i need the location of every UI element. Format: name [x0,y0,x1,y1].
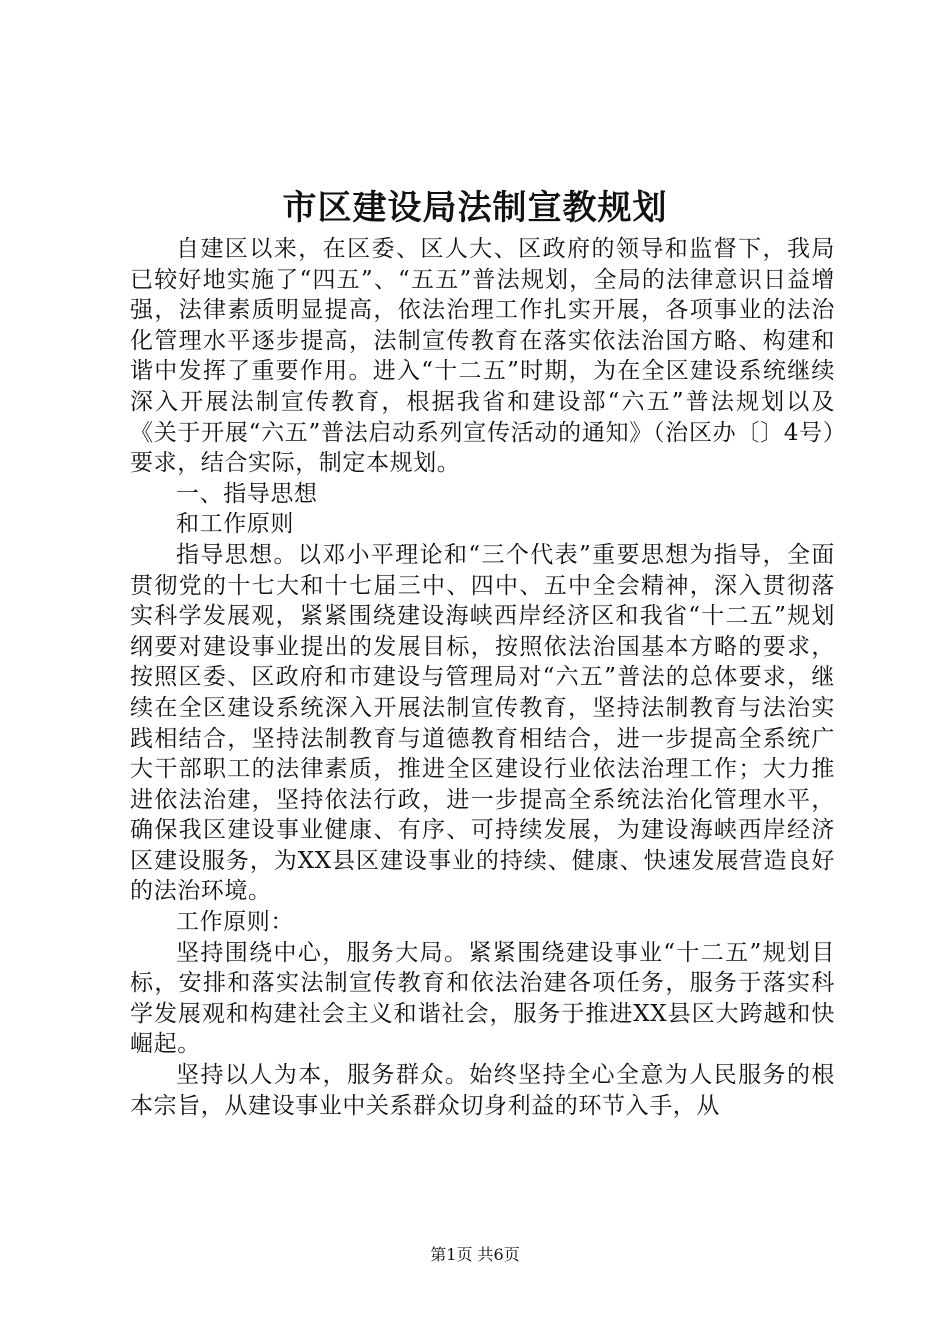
paragraph-principle-1: 坚持围绕中心，服务大局。紧紧围绕建设事业“十二五”规划目标，安排和落实法制宣传教育和依法治建各项任务，服务于落实科学发展观和构建社会主义和谐社会，服务于推进XX县区大跨越和快崛起。 [130,939,835,1058]
paragraph-intro: 自建区以来，在区委、区人大、区政府的领导和监督下，我局已较好地实施了“四五”、“五五”普法规划，全局的法律意识日益增强，法律素质明显提高，依法治理工作扎实开展，各项事业的法治化管理水平逐步提高，法制宣传教育在落实依法治国方略、构建和谐中发挥了重要作用。进入“十二五”时期，为在全区建设系统继续深入开展法制宣传教育，根据我省和建设部“六五”普法规划以及《关于开展“六五”普法启动系列宣传活动的通知》（治区办〔〕4号）要求，结合实际，制定本规划。 [130,236,835,477]
page-footer: 第1页 共6页 [430,1245,520,1264]
document-title: 市区建设局法制宣教规划 [282,188,668,228]
section-heading-principles: 工作原则： [176,909,294,936]
section-heading-1-cont: 和工作原则 [176,511,294,538]
section-heading-1: 一、指导思想 [176,480,318,507]
document-body [130,234,835,1121]
paragraph-principle-2: 坚持以人为本，服务群众。始终坚持全心全意为人民服务的根本宗旨，从建设事业中关系群众切身利益的环节入手，从 [130,1062,835,1119]
paragraph-guiding-thought: 指导思想。以邓小平理论和“三个代表”重要思想为指导，全面贯彻党的十七大和十七届三中、四中、五中全会精神，深入贯彻落实科学发展观，紧紧围绕建设海峡西岸经济区和我省“十二五”规划纲要对建设事业提出的发展目标，按照依法治国基本方略的要求，按照区委、区政府和市建设与管理局对“六五”普法的总体要求，继续在全区建设系统深入开展法制宣传教育，坚持法制教育与法治实践相结合，坚持法制教育与道德教育相结合，进一步提高全系统广大干部职工的法律素质，推进全区建设行业依法治理工作；大力推进依法治建，坚持依法行政，进一步提高全系统法治化管理水平，确保我区建设事业健康、有序、可持续发展，为建设海峡西岸经济区建设服务，为XX县区建设事业的持续、健康、快速发展营造良好的法治环境。 [130,541,835,905]
